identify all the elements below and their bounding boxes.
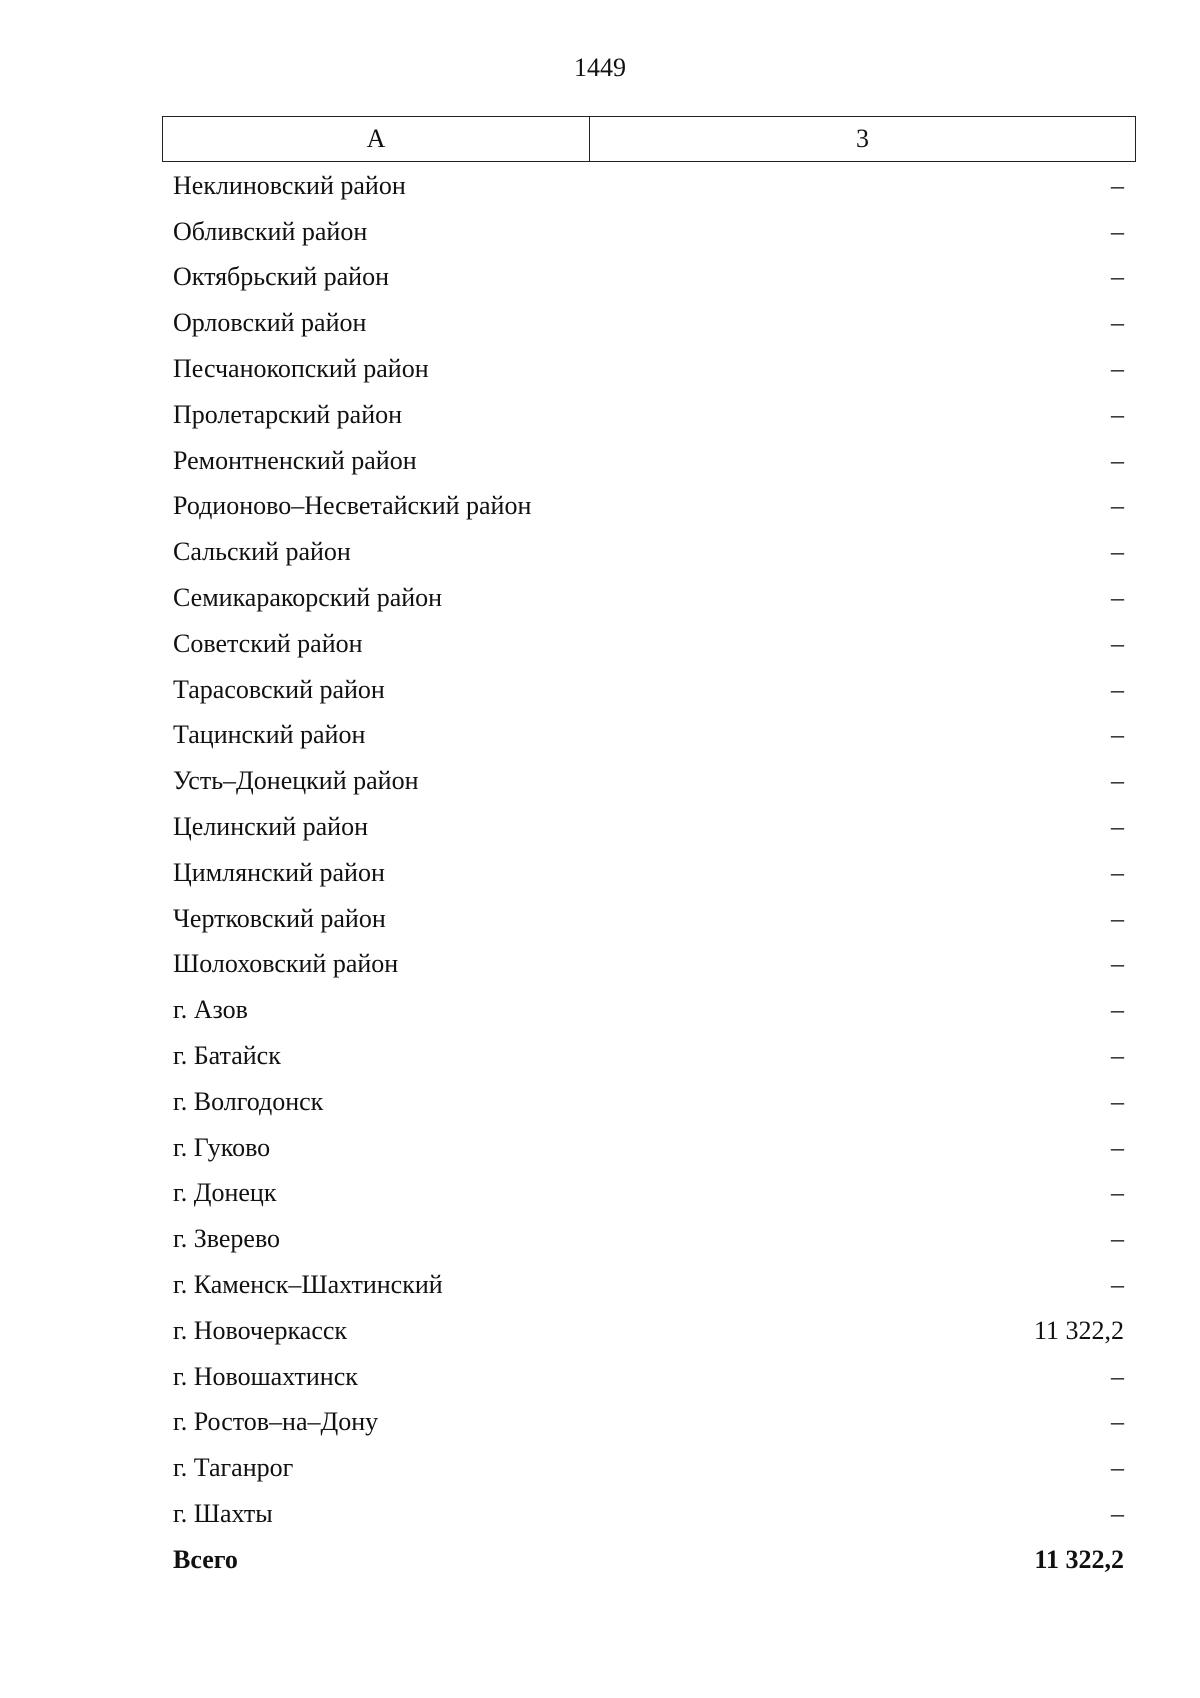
table-row xyxy=(162,621,1136,667)
row-name: Семикаракорский район xyxy=(173,583,443,613)
row-value: – xyxy=(1111,583,1124,613)
row-value: 11 322,2 xyxy=(1033,1315,1124,1345)
row-name: г. Ростов–на–Дону xyxy=(173,1407,379,1437)
table-row xyxy=(162,255,1136,301)
table-row xyxy=(162,1079,1136,1125)
table-row xyxy=(162,942,1136,988)
table-row xyxy=(162,529,1136,575)
table-row xyxy=(162,300,1136,346)
data-table xyxy=(162,116,1136,1583)
row-name: Советский район xyxy=(173,628,363,658)
table-row xyxy=(162,896,1136,942)
row-value: – xyxy=(1111,1407,1124,1437)
row-value: – xyxy=(1111,445,1124,475)
row-value: – xyxy=(1111,995,1124,1025)
table-row xyxy=(162,1171,1136,1217)
row-value: – xyxy=(1111,1132,1124,1162)
row-value: – xyxy=(1111,674,1124,704)
row-name: Родионово–Несветайский район xyxy=(173,491,532,521)
row-name: г. Таганрог xyxy=(173,1453,294,1483)
row-name: Всего xyxy=(173,1544,238,1574)
table-row xyxy=(162,1033,1136,1079)
table-row xyxy=(162,804,1136,850)
table-row-total xyxy=(162,1537,1136,1583)
row-value: – xyxy=(1111,766,1124,796)
row-name: Обливский район xyxy=(173,216,368,246)
table-row xyxy=(162,850,1136,896)
row-name: Пролетарский район xyxy=(173,399,403,429)
table-row xyxy=(162,1491,1136,1537)
row-value: – xyxy=(1111,1499,1124,1528)
row-name: Ремонтненский район xyxy=(173,445,417,475)
row-value: 11 322,2 xyxy=(1034,1544,1124,1574)
row-name: Чертковский район xyxy=(173,903,386,933)
row-value: – xyxy=(1111,1041,1124,1071)
row-name: г. Батайск xyxy=(173,1041,281,1071)
row-name: г. Новошахтинск xyxy=(173,1361,358,1391)
row-name: г. Новочеркасск xyxy=(173,1315,348,1345)
row-value: – xyxy=(1111,949,1124,979)
table-row xyxy=(162,1216,1136,1262)
table-row xyxy=(162,438,1136,484)
page-number: 1449 xyxy=(574,53,626,82)
table-row xyxy=(162,713,1136,759)
row-value: – xyxy=(1111,1270,1124,1300)
row-name: г. Зверево xyxy=(173,1224,281,1254)
row-name: Цимлянский район xyxy=(173,857,385,887)
row-value: – xyxy=(1111,354,1124,384)
row-name: Тацинский район xyxy=(173,720,366,750)
row-value: – xyxy=(1111,720,1124,750)
row-value: – xyxy=(1111,170,1124,200)
table-row xyxy=(162,575,1136,621)
row-value: – xyxy=(1111,857,1124,887)
row-value: – xyxy=(1111,262,1124,292)
table-row xyxy=(162,484,1136,530)
table-row xyxy=(162,346,1136,392)
row-value: – xyxy=(1111,308,1124,338)
row-value: – xyxy=(1111,216,1124,246)
table-row xyxy=(162,1308,1136,1354)
table-body xyxy=(162,163,1136,1537)
row-value: – xyxy=(1111,1086,1124,1116)
row-name: г. Каменск–Шахтинский xyxy=(173,1270,443,1300)
row-name: Песчанокопский район xyxy=(173,354,429,384)
table-row xyxy=(162,987,1136,1033)
table-row xyxy=(162,1400,1136,1446)
row-value: – xyxy=(1111,537,1124,567)
table-row xyxy=(162,758,1136,804)
table-row xyxy=(162,1354,1136,1400)
header-cell-3: 3 xyxy=(856,124,869,153)
row-name: г. Гуково xyxy=(173,1132,271,1162)
row-name: Орловский район xyxy=(173,308,367,338)
table-row xyxy=(162,1445,1136,1491)
row-name: Неклиновский район xyxy=(173,170,406,200)
table-header-row xyxy=(162,116,1136,162)
row-value: – xyxy=(1111,1361,1124,1391)
row-name: Октябрьский район xyxy=(173,262,389,292)
row-name: Шолоховский район xyxy=(173,949,399,979)
table-row xyxy=(162,667,1136,713)
row-value: – xyxy=(1111,491,1124,521)
row-name: г. Донецк xyxy=(173,1178,277,1208)
row-name: Целинский район xyxy=(173,812,368,842)
header-cell-a: А xyxy=(163,117,590,161)
row-name: Тарасовский район xyxy=(173,674,385,704)
row-value: – xyxy=(1111,399,1124,429)
table-row xyxy=(162,1125,1136,1171)
row-name: г. Шахты xyxy=(173,1499,273,1528)
table-row xyxy=(162,209,1136,255)
row-value: – xyxy=(1111,1453,1124,1483)
row-value: – xyxy=(1111,903,1124,933)
row-name: г. Азов xyxy=(173,995,248,1025)
table-row xyxy=(162,1262,1136,1308)
row-name: Сальский район xyxy=(173,537,351,567)
row-name: г. Волгодонск xyxy=(173,1086,324,1116)
row-value: – xyxy=(1111,1224,1124,1254)
row-value: – xyxy=(1111,628,1124,658)
table-row xyxy=(162,163,1136,209)
table-row xyxy=(162,392,1136,438)
row-value: – xyxy=(1111,812,1124,842)
row-name: Усть–Донецкий район xyxy=(173,766,419,796)
row-value: – xyxy=(1111,1178,1124,1208)
